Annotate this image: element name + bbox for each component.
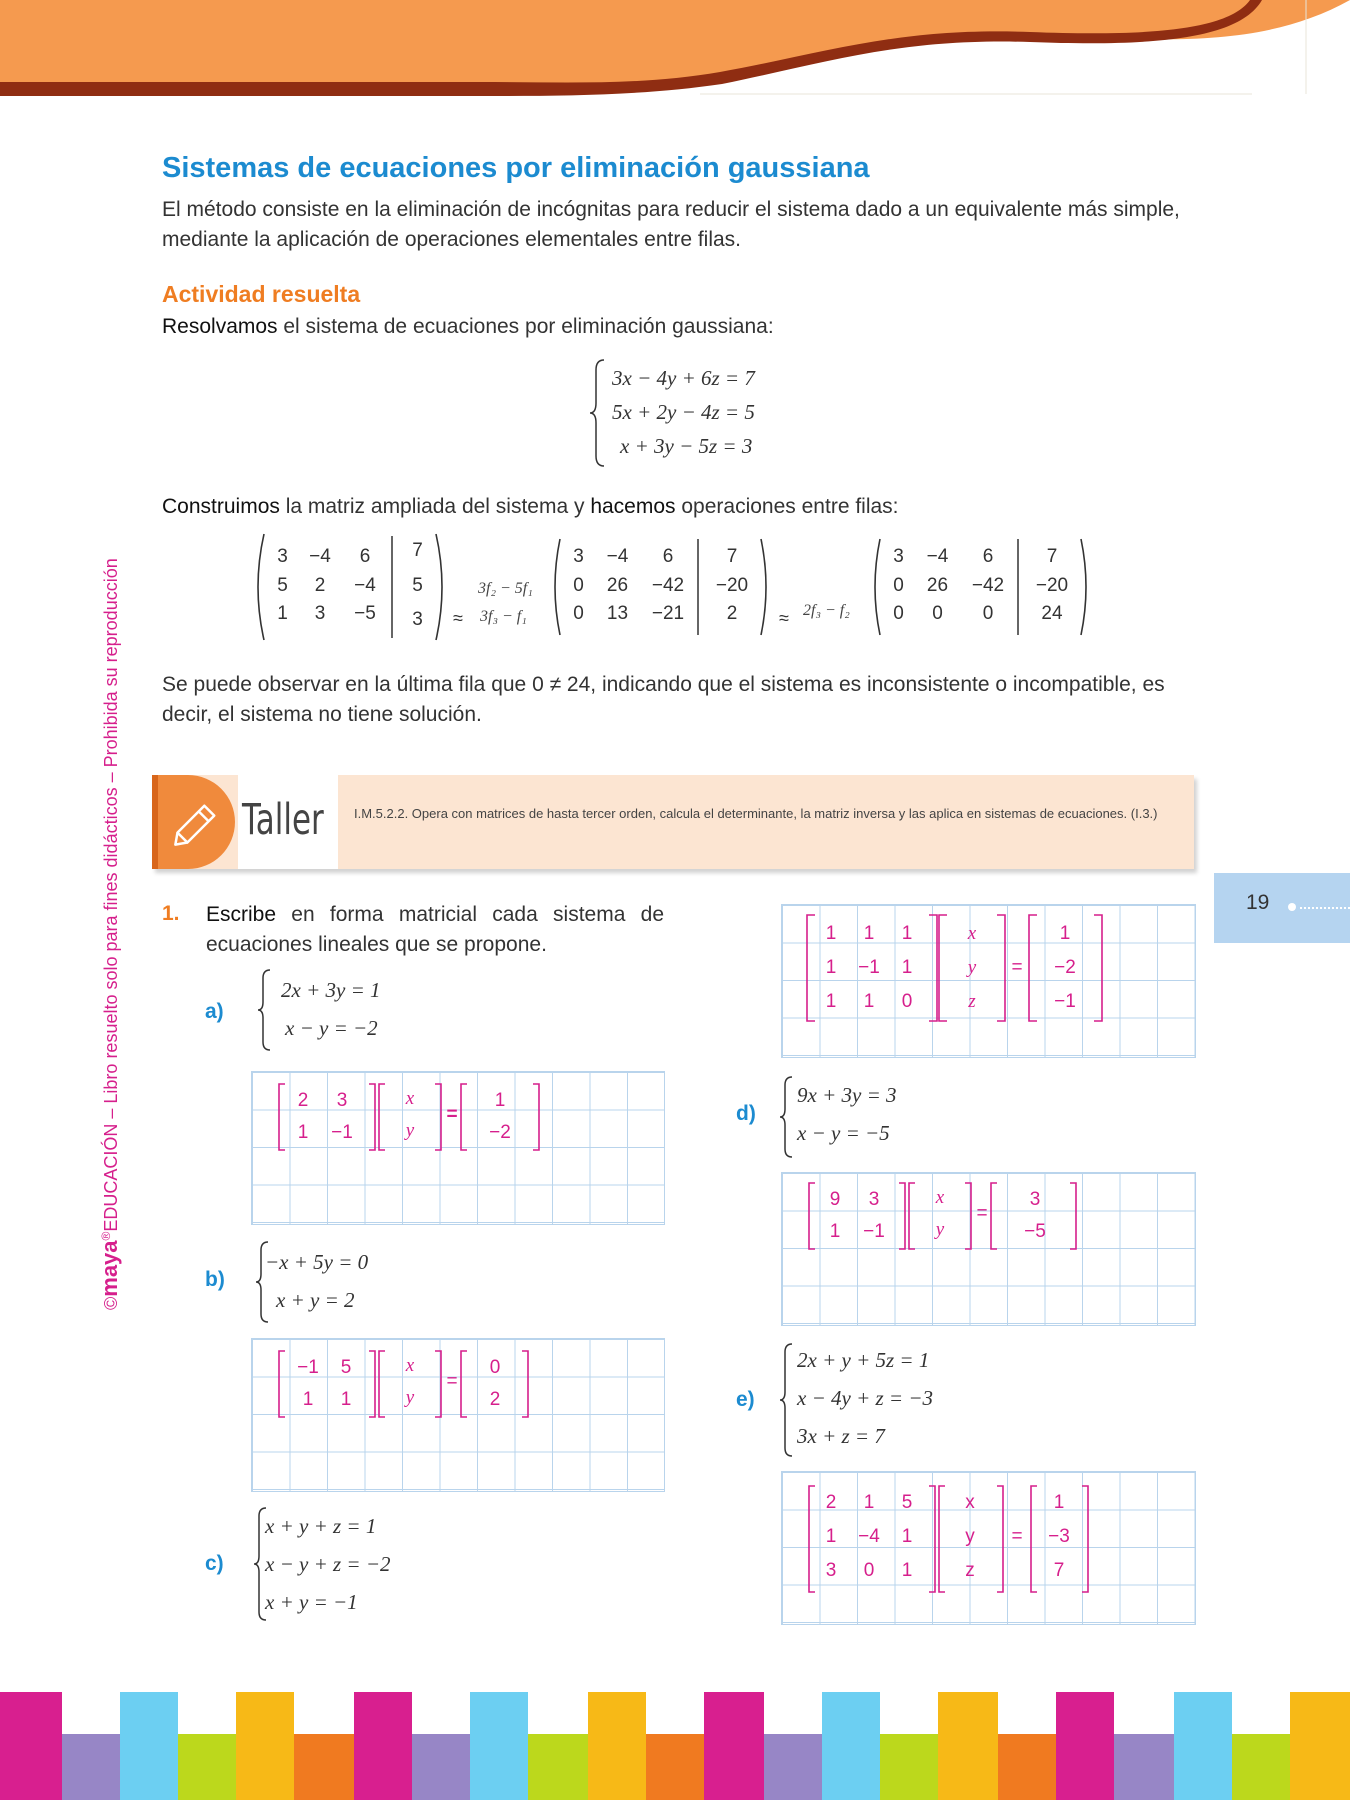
d-B1: 3 xyxy=(1029,1189,1041,1210)
item-c-grid xyxy=(781,904,1196,1058)
page-dots-line xyxy=(1300,907,1350,909)
e-B1: 1 xyxy=(1053,1492,1065,1513)
m3-r2c2: 26 xyxy=(926,575,949,596)
c-A32: 1 xyxy=(863,991,875,1012)
copyright-sidebar xyxy=(97,558,123,1310)
item-e-eq-1: 2x + y + 5z = 1 xyxy=(797,1348,930,1372)
c-B3: −1 xyxy=(1054,991,1076,1012)
m2-r3c3: −21 xyxy=(651,603,685,624)
lead-bold: Resolvamos xyxy=(162,315,278,338)
a-A22: −1 xyxy=(331,1122,353,1143)
item-c-eq-1: x + y + z = 1 xyxy=(265,1514,377,1538)
m2-r3c2: 13 xyxy=(606,603,629,624)
m2-r1c4: 7 xyxy=(726,546,738,567)
m2-r2c2: 26 xyxy=(606,575,629,596)
m3-r1c2: −4 xyxy=(926,546,949,567)
copyright-symbol: © xyxy=(101,1296,121,1310)
e-A23: 1 xyxy=(901,1526,913,1547)
m1-r3c4: 3 xyxy=(412,609,423,630)
activity-lead xyxy=(162,312,1196,342)
item-b-grid xyxy=(251,1338,665,1492)
m3-r2c1: 0 xyxy=(893,575,904,596)
c-equals: = xyxy=(1011,957,1023,978)
item-e-letter: e) xyxy=(736,1388,755,1411)
m2-r2c3: −42 xyxy=(651,575,685,596)
m2-r1c2: −4 xyxy=(606,546,629,567)
build-rest: operaciones entre filas: xyxy=(675,495,899,518)
e-A31: 3 xyxy=(825,1560,837,1581)
m2-r3c4: 2 xyxy=(726,603,738,624)
c-X3: z xyxy=(968,991,976,1012)
taller-label: Taller xyxy=(242,795,324,845)
system-brace xyxy=(588,358,606,468)
c-A33: 0 xyxy=(901,991,913,1012)
op-1: 3f₂ − 5f₁ xyxy=(478,580,533,597)
c-A31: 1 xyxy=(825,991,837,1012)
a-equals: = xyxy=(446,1104,458,1125)
m1-r2c4: 5 xyxy=(412,575,423,596)
system-eq-1: 3x − 4y + 6z = 7 xyxy=(612,366,755,390)
c-A23: 1 xyxy=(901,957,913,978)
item-e-eq-2: x − 4y + z = −3 xyxy=(797,1386,933,1410)
c-A13: 1 xyxy=(901,923,913,944)
d-A22: −1 xyxy=(863,1221,885,1242)
item-e-grid xyxy=(781,1471,1196,1625)
e-B2: −3 xyxy=(1048,1526,1070,1547)
sidebar-notice: EDUCACIÓN – Libro resuelto solo para fines didácticos – Prohibida su reproducción xyxy=(101,558,121,1232)
m1-r3c1: 1 xyxy=(277,603,288,624)
m3-r3c3: 0 xyxy=(982,603,994,624)
item-d-eq-2: x − y = −5 xyxy=(797,1121,890,1145)
m2-r1c1: 3 xyxy=(573,546,584,567)
item-c-eq-2: x − y + z = −2 xyxy=(265,1552,391,1576)
c-B1: 1 xyxy=(1059,923,1071,944)
c-X1: x xyxy=(967,923,977,944)
page-number: 19 xyxy=(1246,891,1270,914)
d-A21: 1 xyxy=(829,1221,841,1242)
item-d-eq-1: 9x + 3y = 3 xyxy=(797,1083,897,1107)
item-a-brace xyxy=(256,968,272,1052)
m1-r1c2: −4 xyxy=(309,546,331,567)
m1-r2c3: −4 xyxy=(354,575,376,596)
build-bold-1: Construimos xyxy=(162,495,280,518)
section-intro: El método consiste en la eliminación de incógnitas para reducir el sistema dado a un equivalente más simple, mediante la aplicación de operaciones elementales entre filas. xyxy=(162,198,1180,251)
pencil-icon xyxy=(158,775,238,869)
footer-stripes xyxy=(0,1692,1350,1800)
b-equals: = xyxy=(446,1371,458,1392)
item-b-letter: b) xyxy=(205,1268,225,1291)
c-B2: −2 xyxy=(1054,957,1076,978)
exercise-number: 1. xyxy=(162,902,180,925)
e-A22: −4 xyxy=(858,1526,880,1547)
m3-r2c3: −42 xyxy=(971,575,1005,596)
b-A22: 1 xyxy=(340,1389,352,1410)
e-equals: = xyxy=(1011,1526,1023,1547)
m3-r1c3: 6 xyxy=(982,546,994,567)
a-B2: −2 xyxy=(489,1122,511,1143)
approx-2: ≈ xyxy=(779,608,789,628)
item-e-eq-3: 3x + z = 7 xyxy=(797,1424,885,1448)
e-A12: 1 xyxy=(863,1492,875,1513)
b-X1: x xyxy=(405,1355,415,1376)
m1-r3c2: 3 xyxy=(314,603,326,624)
e-B3: 7 xyxy=(1053,1560,1065,1581)
d-B2: −5 xyxy=(1024,1221,1046,1242)
build-sentence xyxy=(162,492,1196,522)
m2-r2c4: −20 xyxy=(715,575,749,596)
item-a-grid xyxy=(251,1071,665,1225)
a-A21: 1 xyxy=(297,1122,309,1143)
e-X3: z xyxy=(965,1560,975,1581)
section-title: Sistemas de ecuaciones por eliminación gaussiana xyxy=(162,152,870,184)
e-X1: x xyxy=(965,1492,975,1513)
item-c-letter: c) xyxy=(205,1552,224,1575)
activity-heading: Actividad resuelta xyxy=(162,281,361,307)
conclusion: Se puede observar en la última fila que 0 ≠ 24, indicando que el sistema es inconsistente o incompatible, es decir, el sistema no tiene solución. xyxy=(162,673,1165,726)
e-X2: y xyxy=(965,1526,975,1547)
item-a-letter: a) xyxy=(205,1000,224,1023)
page-dot xyxy=(1288,903,1296,911)
m1-r1c1: 3 xyxy=(277,546,288,567)
d-X1: x xyxy=(935,1187,945,1208)
page-number-tab xyxy=(1214,873,1350,943)
e-A33: 1 xyxy=(901,1560,913,1581)
system-eq-3: x + 3y − 5z = 3 xyxy=(620,434,753,458)
a-X2: y xyxy=(405,1120,415,1141)
op-2: 3f₃ − f₁ xyxy=(480,608,527,625)
b-B2: 2 xyxy=(489,1389,501,1410)
c-A12: 1 xyxy=(863,923,875,944)
m1-r3c3: −5 xyxy=(354,603,376,624)
m2-r1c3: 6 xyxy=(662,546,674,567)
c-A22: −1 xyxy=(858,957,880,978)
taller-objective: I.M.5.2.2. Opera con matrices de hasta tercer orden, calcula el determinante, la matriz inversa y las aplica en sistemas de ecuaciones. (I.3.) xyxy=(354,806,1158,821)
d-A12: 3 xyxy=(868,1189,880,1210)
m3-r2c4: −20 xyxy=(1035,575,1069,596)
instruction-rest: en forma matricial cada sistema de ecuaciones lineales que se propone. xyxy=(206,903,664,956)
m2-r3c1: 0 xyxy=(573,603,584,624)
e-A32: 0 xyxy=(863,1560,875,1581)
d-A11: 9 xyxy=(829,1189,841,1210)
item-b-eq-1: −x + 5y = 0 xyxy=(265,1250,369,1274)
item-d-grid xyxy=(781,1172,1196,1326)
d-equals: = xyxy=(976,1203,988,1224)
d-X2: y xyxy=(935,1219,945,1240)
m1-r1c4: 7 xyxy=(412,540,423,561)
a-A12: 3 xyxy=(336,1090,348,1111)
m3-r1c4: 7 xyxy=(1046,546,1058,567)
build-mid: la matriz ampliada del sistema y xyxy=(279,495,591,518)
item-d-brace xyxy=(778,1075,794,1159)
c-A21: 1 xyxy=(825,957,837,978)
e-A11: 2 xyxy=(825,1492,837,1513)
op-3: 2f₃ − f₂ xyxy=(803,602,850,619)
m1-r2c1: 5 xyxy=(277,575,288,596)
build-bold-2: hacemos xyxy=(590,495,676,518)
b-A11: −1 xyxy=(297,1357,319,1378)
b-A12: 5 xyxy=(340,1357,352,1378)
c-X2: y xyxy=(967,957,977,978)
m3-r3c4: 24 xyxy=(1041,603,1063,624)
b-B1: 0 xyxy=(489,1357,501,1378)
item-a-eq-1: 2x + 3y = 1 xyxy=(281,978,381,1002)
item-c-eq-3: x + y = −1 xyxy=(265,1590,358,1614)
instruction-bold: Escribe xyxy=(206,903,277,926)
m3-r3c2: 0 xyxy=(932,603,943,624)
lead-rest: el sistema de ecuaciones por eliminación gaussiana: xyxy=(277,315,774,338)
item-d-letter: d) xyxy=(736,1102,756,1125)
system-eq-2: 5x + 2y − 4z = 5 xyxy=(612,400,755,424)
header-wave xyxy=(0,0,1350,100)
m1-r2c2: 2 xyxy=(314,575,326,596)
taller-banner xyxy=(152,775,1194,869)
m3-r1c1: 3 xyxy=(893,546,904,567)
item-e-brace xyxy=(778,1342,794,1458)
a-B1: 1 xyxy=(494,1090,506,1111)
m1-r1c3: 6 xyxy=(359,546,371,567)
c-A11: 1 xyxy=(825,923,837,944)
b-A21: 1 xyxy=(302,1389,314,1410)
m2-r2c1: 0 xyxy=(573,575,584,596)
e-A13: 5 xyxy=(901,1492,913,1513)
exercise-instruction xyxy=(206,900,664,960)
brand-logo: maya xyxy=(97,1240,122,1297)
registered-symbol: ® xyxy=(99,1231,113,1241)
a-A11: 2 xyxy=(297,1090,309,1111)
item-a-eq-2: x − y = −2 xyxy=(285,1016,378,1040)
b-X2: y xyxy=(405,1387,415,1408)
e-A21: 1 xyxy=(825,1526,837,1547)
m3-r3c1: 0 xyxy=(893,603,904,624)
item-b-eq-2: x + y = 2 xyxy=(276,1288,355,1312)
a-X1: x xyxy=(405,1088,415,1109)
approx-1: ≈ xyxy=(453,608,463,628)
